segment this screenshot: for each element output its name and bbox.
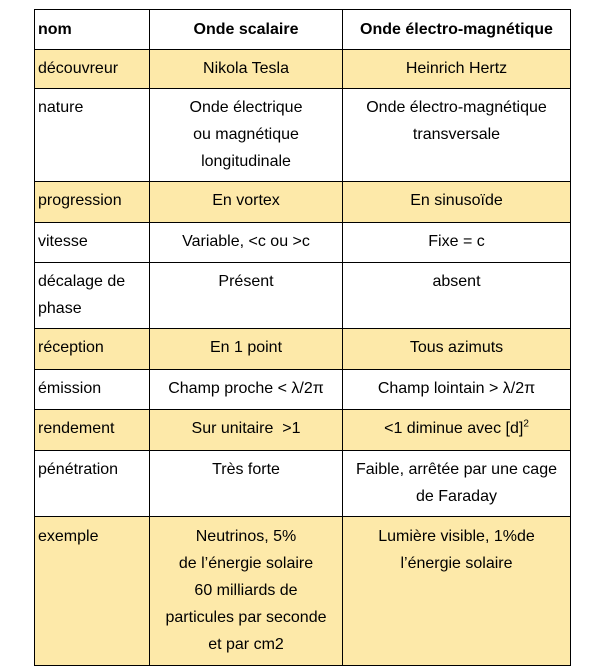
exponent: 2 xyxy=(523,418,529,430)
row-label: exemple xyxy=(35,517,150,666)
row-nature xyxy=(35,89,571,182)
row-label: pénétration xyxy=(35,451,150,517)
row-label: progression xyxy=(35,182,150,223)
row-label: nature xyxy=(35,89,150,182)
comparison-table xyxy=(34,9,571,666)
header-onde-scalaire: Onde scalaire xyxy=(150,10,343,50)
header-onde-em: Onde électro-magnétique xyxy=(343,10,571,50)
cell-scalaire: Variable, <c ou >c xyxy=(150,223,343,263)
row-label: réception xyxy=(35,329,150,370)
cell-scalaire: Onde électrique ou magnétique longitudinale xyxy=(150,89,343,182)
row-emission xyxy=(35,370,571,410)
cell-scalaire: Champ proche < λ/2π xyxy=(150,370,343,410)
cell-em: En sinusoïde xyxy=(343,182,571,223)
cell-scalaire: Présent xyxy=(150,263,343,329)
rendement-em-text: <1 diminue avec [d] xyxy=(384,420,524,437)
row-vitesse xyxy=(35,223,571,263)
cell-scalaire: Neutrinos, 5% de l’énergie solaire 60 milliards de particules par seconde et par cm2 xyxy=(150,517,343,666)
row-decouvreur xyxy=(35,50,571,89)
cell-em: Heinrich Hertz xyxy=(343,50,571,89)
cell-em: Lumière visible, 1%de l’énergie solaire xyxy=(343,517,571,666)
row-label: découvreur xyxy=(35,50,150,89)
row-label: émission xyxy=(35,370,150,410)
cell-em: Champ lointain > λ/2π xyxy=(343,370,571,410)
cell-scalaire: Sur unitaire >1 xyxy=(150,410,343,451)
cell-em: Faible, arrêtée par une cage de Faraday xyxy=(343,451,571,517)
row-exemple xyxy=(35,517,571,666)
cell-em: Onde électro-magnétique transversale xyxy=(343,89,571,182)
cell-scalaire: En 1 point xyxy=(150,329,343,370)
cell-scalaire: En vortex xyxy=(150,182,343,223)
cell-em xyxy=(343,410,571,451)
row-decalage-de-phase xyxy=(35,263,571,329)
cell-scalaire: Nikola Tesla xyxy=(150,50,343,89)
cell-em: absent xyxy=(343,263,571,329)
row-label: vitesse xyxy=(35,223,150,263)
header-nom: nom xyxy=(35,10,150,50)
cell-scalaire: Très forte xyxy=(150,451,343,517)
row-penetration xyxy=(35,451,571,517)
row-label: rendement xyxy=(35,410,150,451)
cell-em: Fixe = c xyxy=(343,223,571,263)
row-reception xyxy=(35,329,571,370)
cell-em: Tous azimuts xyxy=(343,329,571,370)
row-label: décalage de phase xyxy=(35,263,150,329)
row-progression xyxy=(35,182,571,223)
row-rendement xyxy=(35,410,571,451)
header-row xyxy=(35,10,571,50)
